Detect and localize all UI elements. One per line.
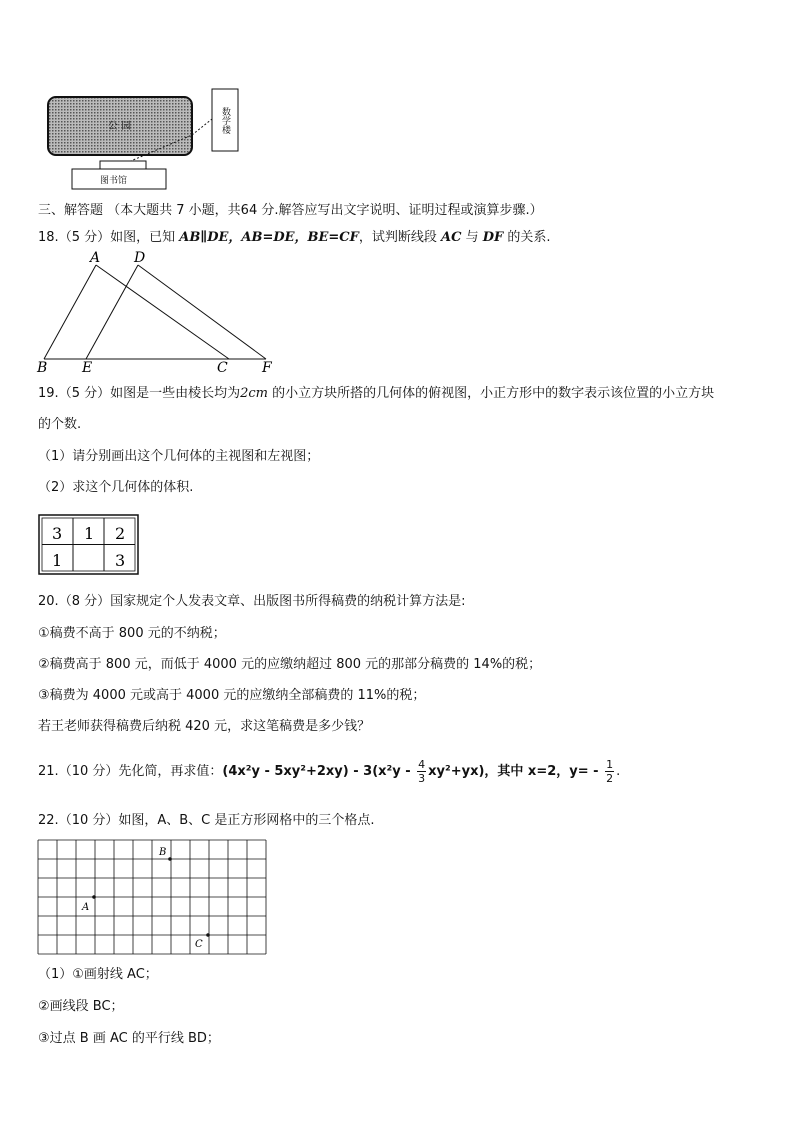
q18-text: 18.（5 分）如图，已知 AB∥DE，AB=DE，BE=CF，试判断线段 AC 与 DF 的关系. [38, 230, 551, 245]
q20-question: 若王老师获得稿费后纳税 420 元，求这笔稿费是多少钱？ [38, 719, 371, 734]
q19-sub1: （1）请分别画出这个几何体的主视图和左视图； [38, 449, 320, 464]
point-c-label: C [217, 360, 228, 375]
point-a [92, 895, 96, 899]
q18-triangle-figure [34, 250, 284, 375]
park-label: 公 园 [108, 121, 132, 132]
point-b-label: B [37, 360, 48, 375]
q22-text: 22.（10 分）如图，A、B、C 是正方形网格中的三个格点. [38, 813, 375, 828]
q20-rule2: ②稿费高于 800 元，而低于 4000 元的应缴纳超过 800 元的那部分稿费的 14%的税； [38, 657, 542, 672]
fraction-one-half: $\frac{1}{2}$ [606, 758, 614, 785]
grid-cell-2-1: 1 [52, 551, 63, 570]
section-heading: 三、解答题 （本大题共 7 小题，共64 分.解答应写出文字说明、证明过程或演算步骤.） [38, 203, 543, 218]
q19-text-line1: 19.（5 分）如图是一些由棱长均为2cm 的小立方块所搭的几何体的俯视图，小正方形中的数字表示该位置的小立方块 [38, 386, 715, 401]
q20-intro: 20.（8 分）国家规定个人发表文章、出版图书所得稿费的纳税计算方法是: [38, 594, 466, 609]
segment-ac [96, 265, 229, 359]
point-c-label: C [195, 939, 203, 950]
q22-sub3: ③过点 B 画 AC 的平行线 BD； [38, 1031, 220, 1046]
q22-sub1: （1）①画射线 AC； [38, 967, 158, 982]
map-figure [40, 85, 255, 195]
q21-text: 21.（10 分）先化简，再求值：(4x²y - 5xy²+2xy) - 3(x²y - $\frac{4}{3}$ xy²+yx)，其中 x=2，y= - $\frac{1}{2}$ . [38, 758, 621, 785]
point-c [206, 933, 210, 937]
library-label: 图书馆 [100, 176, 128, 186]
point-b [168, 857, 172, 861]
point-e-label: E [82, 360, 93, 375]
grid-cell-1-1: 3 [52, 524, 63, 543]
segment-df [138, 265, 266, 359]
math-building-label: 数学楼 [220, 107, 230, 134]
point-b-label: B [159, 847, 167, 858]
q19-sub2: （2）求这个几何体的体积. [38, 480, 194, 495]
fraction-four-thirds: $\frac{4}{3}$ [418, 758, 426, 785]
point-f-label: F [262, 360, 272, 375]
segment-ab [44, 265, 96, 359]
q22-square-grid [37, 839, 269, 955]
q20-rule3: ③稿费为 4000 元或高于 4000 元的应缴纳全部稿费的 11%的税； [38, 688, 426, 703]
segment-de [86, 265, 138, 359]
q19-top-view-grid [38, 514, 140, 576]
q22-sub2: ②画线段 BC； [38, 999, 124, 1014]
grid-cell-2-3: 3 [115, 551, 126, 570]
point-a-label: A [82, 902, 90, 913]
q19-text-line2: 的个数. [38, 417, 82, 432]
grid-cell-1-2: 1 [84, 524, 95, 543]
point-a-label: A [90, 250, 101, 266]
q20-rule1: ①稿费不高于 800 元的不纳税； [38, 626, 226, 641]
grid-cell-1-3: 2 [115, 524, 126, 543]
point-d-label: D [134, 250, 146, 266]
